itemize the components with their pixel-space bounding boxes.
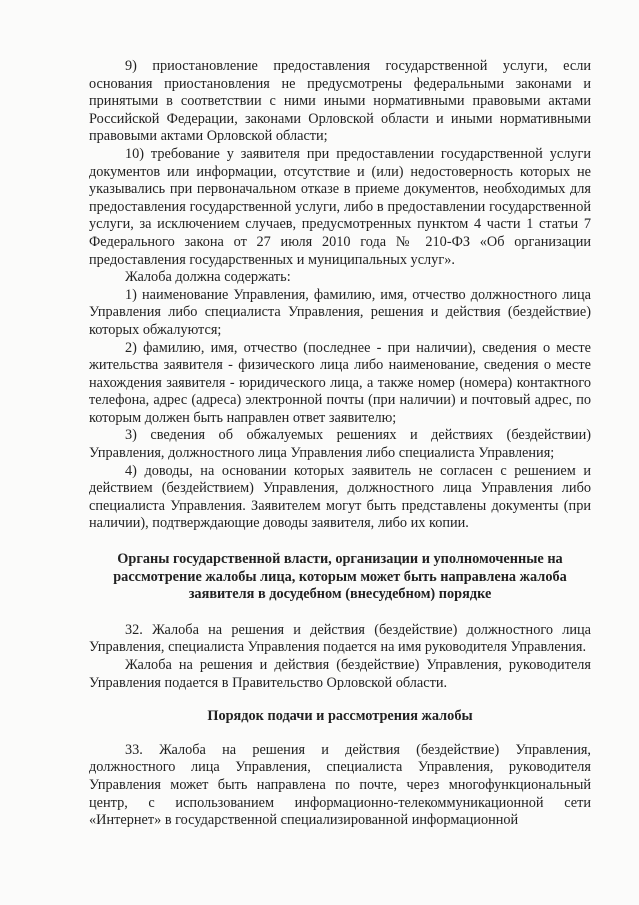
section-heading-authorities: Органы государственной власти, организации и уполномоченные на рассмотрение жалобы лица, которым может быть направлена жалоба заявителя в досудебном (внесудебном) порядке <box>113 551 567 603</box>
spacer <box>89 692 591 708</box>
paragraph-complaint-contents-intro: Жалоба должна содержать: <box>125 269 291 286</box>
spacer <box>89 726 591 742</box>
paragraph-item-32: 32. Жалоба на решения и действия (бездействие) должностного лица Управления, специалиста Управления подается на имя руководителя Управления. <box>89 621 591 656</box>
spacer <box>89 604 591 622</box>
paragraph-item-32-government: Жалоба на решения и действия (бездействие) Управления, руководителя Управления подается в Правительство Орловской области. <box>89 657 591 691</box>
paragraph-contents-4: 4) доводы, на основании которых заявитель не согласен с решением и действием (бездействием) Управления, должностного лица Управления либо специалиста Управления. Заявителем могут быть представлены документы (при наличии), подтверждающие доводы заявителя, либо их копии. <box>89 462 591 532</box>
paragraph-contents-1: 1) наименование Управления, фамилию, имя, отчество должностного лица Управления либо специалиста Управления, решения и действия (бездействие) которых обжалуются; <box>89 286 591 338</box>
paragraph-contents-3: 3) сведения об обжалуемых решениях и действиях (бездействии) Управления, должностного лица Управления либо специалиста Управления; <box>89 427 591 462</box>
spacer <box>89 533 591 551</box>
paragraph-item-33: 33. Жалоба на решения и действия (бездействие) Управления, должностного лица Управления, специалиста Управления, руководителя Управления может быть направлена по почте, через многофункциональный центр, с использованием информационно-телекоммуникационной сети «Интернет» в государственной специализированной информационной <box>89 741 591 829</box>
paragraph-contents-2: 2) фамилию, имя, отчество (последнее - при наличии), сведения о месте жительства заявителя - физического лица либо наименование, сведения о месте нахождения заявителя - юридического лица, а также номер (номера) контактного телефона, адрес (адреса) электронной почты (при наличии) и почтовый адрес, по которым должен быть направлен ответ заявителю; <box>89 339 591 426</box>
paragraph-item-9: 9) приостановление предоставления государственной услуги, если основания приостановления не предусмотрены федеральными законами и принятыми в соответствии с ними иными нормативными правовыми актами Российской Федерации, законами Орловской области и иными нормативными правовыми актами Орловской области; <box>89 58 591 145</box>
section-heading-procedure: Порядок подачи и рассмотрения жалобы <box>207 708 473 725</box>
paragraph-item-10: 10) требование у заявителя при предоставлении государственной услуги документов или информации, отсутствие и (или) недостоверность которых не указывались при первоначальном отказе в приеме документов, необходимых для предоставления государственной услуги, либо в предоставлении государственной услуги, за исключением случаев, предусмотренных пунктом 4 части 1 статьи 7 Федерального закона от 27 июля 2010 года № 210-ФЗ «Об организации предоставления государственных и муниципальных услуг». <box>89 145 591 268</box>
